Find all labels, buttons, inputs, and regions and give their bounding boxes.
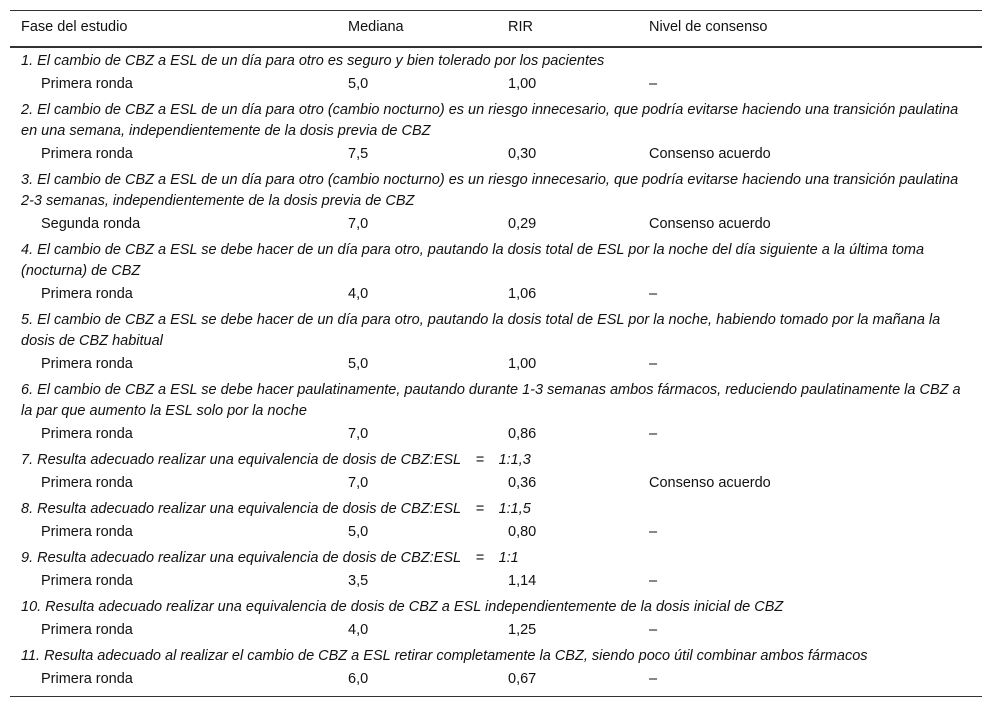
rir-cell: 0,36 [508, 475, 537, 491]
median-cell: 7,0 [348, 475, 369, 491]
statement-text: 3. El cambio de CBZ a ESL de un día para otro (cambio nocturno) es un riesgo innecesario, que podría evitarse haciendo una transición paulatina 2-3 semanas, independientemente de la dosis previa de CBZ [21, 172, 959, 209]
phase-cell: Primera ronda [41, 426, 133, 442]
phase-cell: Primera ronda [41, 146, 133, 162]
rir-cell: 0,80 [508, 524, 537, 540]
header-row [10, 11, 982, 48]
statement-text: 8. Resulta adecuado realizar una equivalencia de dosis de CBZ:ESL = 1:1,5 [21, 501, 531, 517]
statement-text: 1. El cambio de CBZ a ESL de un día para otro es seguro y bien tolerado por los pacientes [21, 53, 605, 69]
consensus-cell: – [649, 76, 658, 92]
rir-cell: 0,30 [508, 146, 537, 162]
rir-cell: 0,29 [508, 216, 537, 232]
median-cell: 6,0 [348, 668, 508, 697]
median-cell: 5,0 [348, 76, 369, 92]
statement-row [10, 377, 982, 423]
consensus-cell: – [649, 573, 658, 589]
consensus-table [10, 10, 982, 697]
statement-text: 11. Resulta adecuado al realizar el cambio de CBZ a ESL retirar completamente la CBZ, siendo poco útil combinar ambos fármacos [21, 648, 868, 664]
statement-row [10, 97, 982, 143]
statement-row [10, 447, 982, 472]
median-cell: 7,5 [348, 146, 369, 162]
rir-cell: 1,00 [508, 76, 537, 92]
header-rir: RIR [508, 11, 649, 48]
phase-cell: Primera ronda [10, 668, 348, 697]
phase-cell: Segunda ronda [41, 216, 141, 232]
statement-row [10, 237, 982, 283]
consensus-cell: Consenso acuerdo [649, 475, 771, 491]
result-row [10, 423, 982, 447]
statement-row [10, 496, 982, 521]
statement-row [10, 643, 982, 668]
rir-cell: 1,06 [508, 286, 537, 302]
statement-text: 2. El cambio de CBZ a ESL de un día para otro (cambio nocturno) es un riesgo innecesario, que podría evitarse haciendo una transición paulatina en una semana, independientemente de la dosis previa de CBZ [21, 102, 959, 139]
statement-row [10, 307, 982, 353]
result-row [10, 668, 982, 697]
result-row [10, 570, 982, 594]
header-phase: Fase del estudio [10, 11, 348, 48]
median-cell: 4,0 [348, 622, 369, 638]
statement-text: 6. El cambio de CBZ a ESL se debe hacer paulatinamente, pautando durante 1-3 semanas ambos fármacos, reduciendo paulatinamente la CBZ a la par que aumento la ESL solo por la noche [21, 382, 961, 419]
result-row [10, 521, 982, 545]
table-body [10, 47, 982, 697]
median-cell: 3,5 [348, 573, 369, 589]
statement-row [10, 545, 982, 570]
result-row [10, 472, 982, 496]
statement-row [10, 594, 982, 619]
rir-cell: 0,67 [508, 668, 649, 697]
phase-cell: Primera ronda [41, 573, 133, 589]
consensus-cell: – [649, 622, 658, 638]
consensus-cell: Consenso acuerdo [649, 146, 771, 162]
result-row [10, 619, 982, 643]
phase-cell: Primera ronda [41, 524, 133, 540]
phase-cell: Primera ronda [41, 475, 133, 491]
statement-text: 4. El cambio de CBZ a ESL se debe hacer de un día para otro, pautando la dosis total de ESL por la noche del día siguiente a la última toma (nocturna) de CBZ [21, 242, 925, 279]
median-cell: 5,0 [348, 524, 369, 540]
result-row [10, 73, 982, 97]
phase-cell: Primera ronda [41, 76, 133, 92]
statement-text: 9. Resulta adecuado realizar una equivalencia de dosis de CBZ:ESL = 1:1 [21, 550, 519, 566]
result-row [10, 353, 982, 377]
statement-row [10, 167, 982, 213]
statement-text: 7. Resulta adecuado realizar una equivalencia de dosis de CBZ:ESL = 1:1,3 [21, 452, 531, 468]
statement-row [10, 47, 982, 73]
consensus-cell: – [649, 426, 658, 442]
consensus-cell: – [649, 668, 982, 697]
median-cell: 7,0 [348, 426, 369, 442]
median-cell: 5,0 [348, 356, 369, 372]
phase-cell: Primera ronda [41, 286, 133, 302]
phase-cell: Primera ronda [41, 622, 133, 638]
consensus-cell: Consenso acuerdo [649, 216, 771, 232]
statement-text: 10. Resulta adecuado realizar una equivalencia de dosis de CBZ a ESL independientemente de la dosis inicial de CBZ [21, 599, 784, 615]
rir-cell: 1,25 [508, 622, 537, 638]
rir-cell: 1,00 [508, 356, 537, 372]
phase-cell: Primera ronda [41, 356, 133, 372]
rir-cell: 1,14 [508, 573, 537, 589]
median-cell: 7,0 [348, 216, 369, 232]
consensus-cell: – [649, 524, 658, 540]
median-cell: 4,0 [348, 286, 369, 302]
consensus-cell: – [649, 286, 658, 302]
consensus-cell: – [649, 356, 658, 372]
result-row [10, 213, 982, 237]
rir-cell: 0,86 [508, 426, 537, 442]
result-row [10, 143, 982, 167]
header-consensus: Nivel de consenso [649, 11, 982, 48]
header-median: Mediana [348, 11, 508, 48]
result-row [10, 283, 982, 307]
statement-text: 5. El cambio de CBZ a ESL se debe hacer de un día para otro, pautando la dosis total de ESL por la noche, habiendo tomado por la mañana la dosis de CBZ habitual [21, 312, 941, 349]
